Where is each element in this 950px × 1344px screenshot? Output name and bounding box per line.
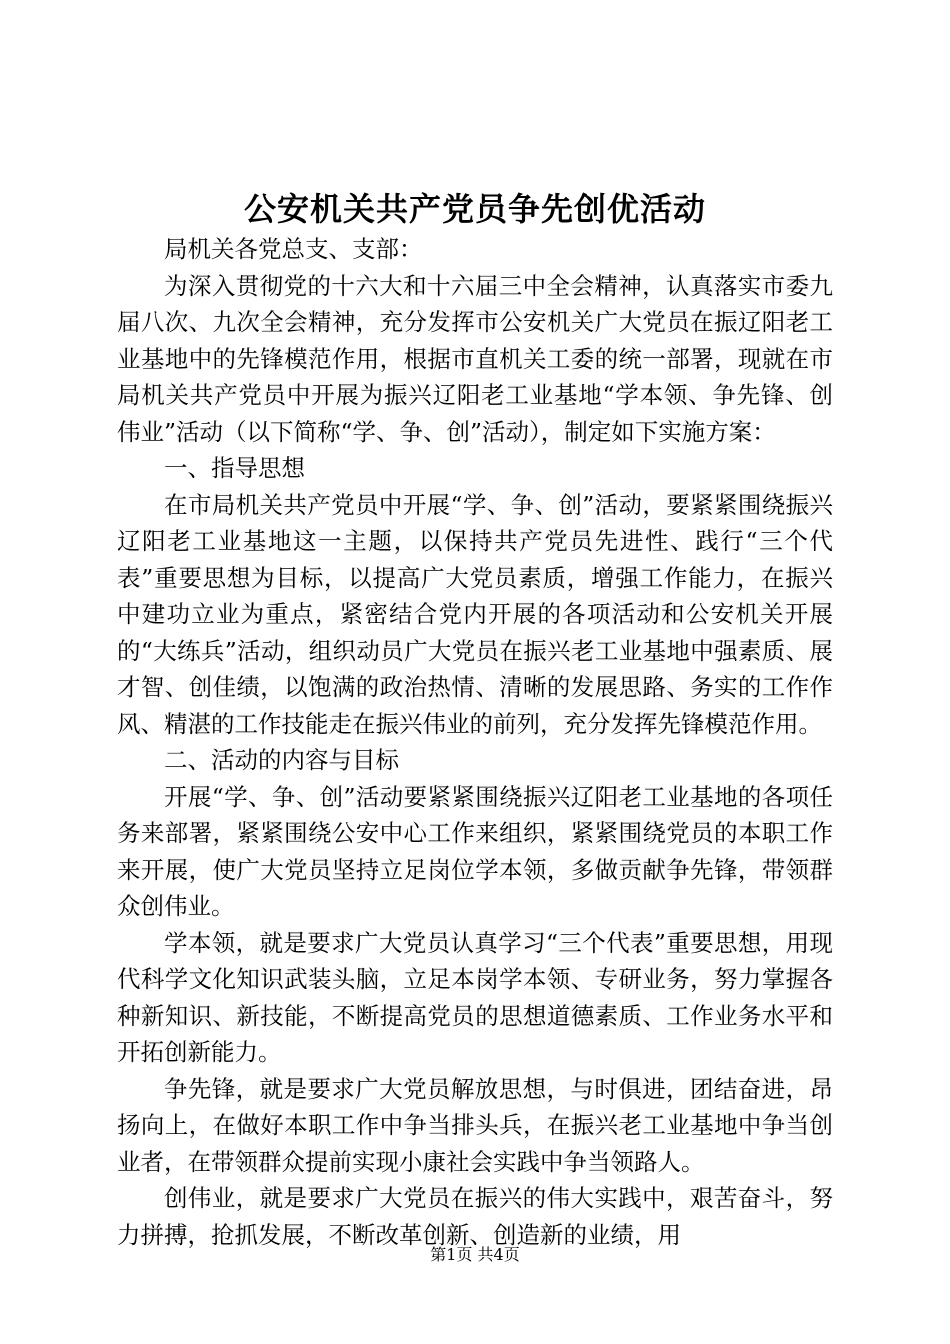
intro-paragraph: 为深入贯彻党的十六大和十六届三中全会精神，认真落实市委九届八次、九次全会精神，充分发挥市公安机关广大党员在振辽阳老工业基地中的先锋模范作用，根据市直机关工委的统一部署，现就在市局机关共产党员中开展为振兴辽阳老工业基地“学本领、争先锋、创伟业”活动（以下简称“学、争、创”活动），制定如下实施方案：: [117, 271, 833, 446]
strive-vanguard-paragraph: 争先锋，就是要求广大党员解放思想，与时俱进，团结奋进，昂扬向上，在做好本职工作中争当排头兵，在振兴老工业基地中争当创业者，在带领群众提前实现小康社会实践中争当领路人。: [117, 1074, 833, 1176]
create-achievement-paragraph: 创伟业，就是要求广大党员在振兴的伟大实践中，艰苦奋斗，努力拼搏，抢抓发展，不断改革创新、创造新的业绩，用: [117, 1184, 833, 1249]
guiding-thought-paragraph: 在市局机关共产党员中开展“学、争、创”活动，要紧紧围绕振兴辽阳老工业基地这一主题，以保持共产党员先进性、践行“三个代表”重要思想为目标，以提高广大党员素质，增强工作能力，在振兴中建功立业为重点，紧密结合党内开展的各项活动和公安机关开展的“大练兵”活动，组织动员广大党员在振兴老工业基地中强素质、展才智、创佳绩，以饱满的政治热情、清晰的发展思路、务实的工作作风、精湛的工作技能走在振兴伟业的前列，充分发挥先锋模范作用。: [117, 490, 833, 738]
learn-skills-paragraph: 学本领，就是要求广大党员认真学习“三个代表”重要思想，用现代科学文化知识武装头脑，立足本岗学本领、专研业务，努力掌握各种新知识、新技能，不断提高党员的思想道德素质、工作业务水平和开拓创新能力。: [117, 928, 833, 1066]
page-number-footer: 第1页 共4页: [430, 1245, 520, 1264]
section-heading-content-goals: 二、活动的内容与目标: [164, 746, 399, 774]
document-title: 公安机关共产党员争先创优活动: [243, 190, 706, 228]
content-goals-paragraph: 开展“学、争、创”活动要紧紧围绕振兴辽阳老工业基地的各项任务来部署，紧紧围绕公安中心工作来组织，紧紧围绕党员的本职工作来开展，使广大党员坚持立足岗位学本领，多做贡献争先锋，带领群众创伟业。: [117, 782, 833, 920]
salutation-paragraph: 局机关各党总支、支部：: [164, 235, 423, 263]
section-heading-guiding-thought: 一、指导思想: [164, 454, 305, 482]
document-body: [117, 231, 833, 1253]
